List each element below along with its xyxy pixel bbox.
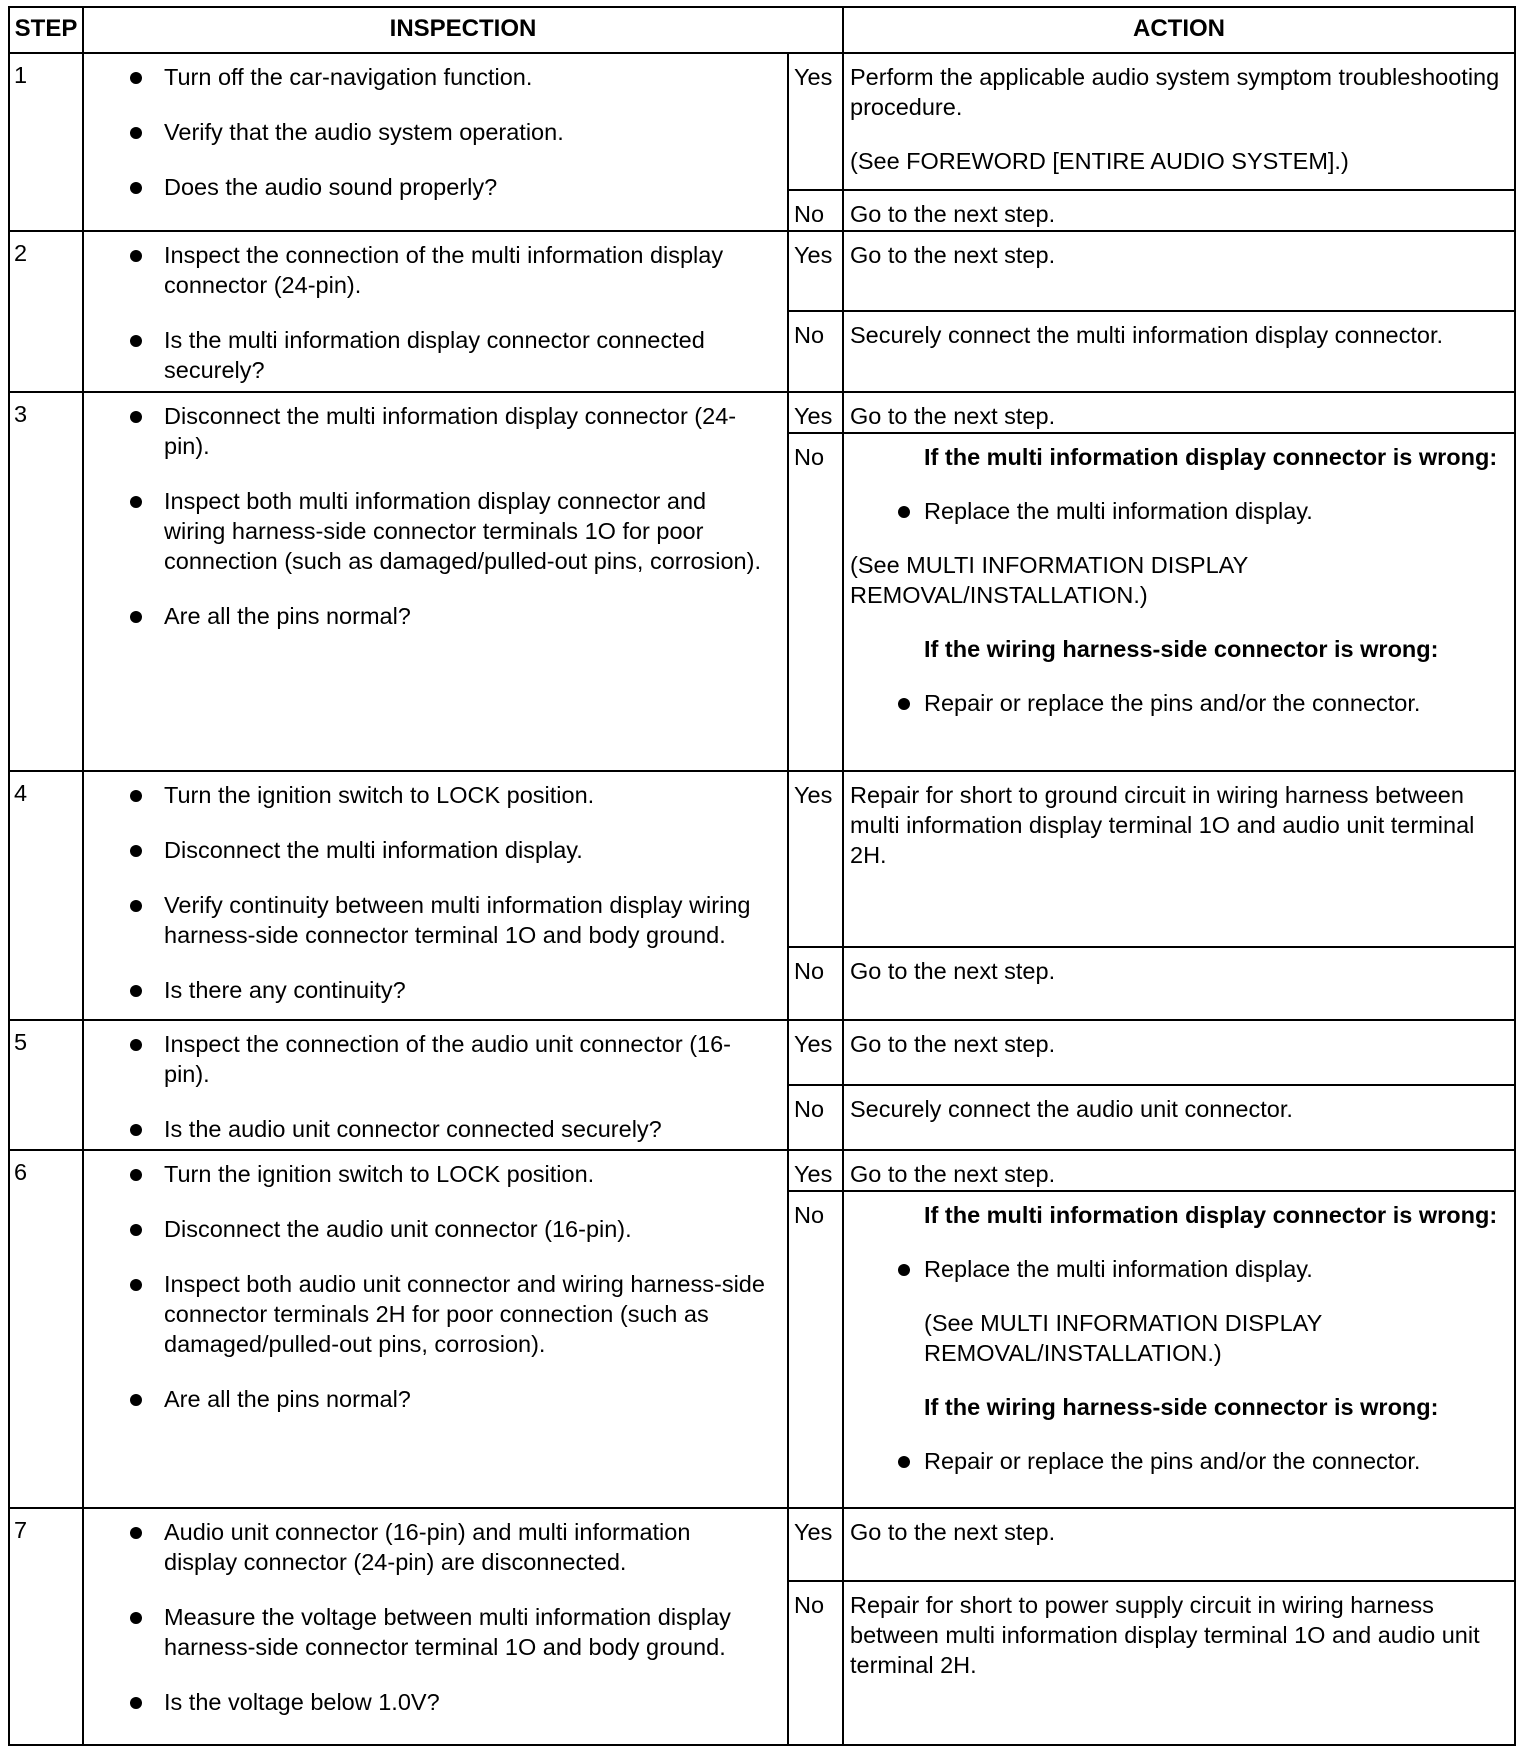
action-text: Perform the applicable audio system symptom troubleshooting procedure. <box>850 63 1500 120</box>
action-item: Repair or replace the pins and/or the connector. <box>850 688 1508 718</box>
step-1-yes-row <box>9 53 1515 190</box>
no-label: No <box>788 947 843 1020</box>
action-text: Go to the next step. <box>850 402 1056 429</box>
condition-heading: If the wiring harness-side connector is wrong: <box>924 636 1439 663</box>
yes-action <box>843 1150 1515 1191</box>
step-number: 6 <box>9 1150 83 1509</box>
yes-action <box>843 231 1515 311</box>
action-text: Securely connect the multi information display connector. <box>850 322 1444 349</box>
step-number: 1 <box>9 53 83 231</box>
troubleshooting-table <box>8 6 1516 1746</box>
yes-label: Yes <box>788 1020 843 1085</box>
yes-label: Yes <box>788 392 843 433</box>
no-action <box>843 947 1515 1020</box>
inspection-item: Disconnect the multi information display. <box>114 835 767 865</box>
no-label: No <box>788 1191 843 1508</box>
step-2-yes-row <box>9 231 1515 311</box>
inspection-item: Disconnect the audio unit connector (16-pin). <box>114 1214 767 1244</box>
no-action <box>843 190 1515 231</box>
inspection-cell <box>83 53 788 231</box>
no-label: No <box>788 1085 843 1150</box>
inspection-item: Are all the pins normal? <box>114 1384 767 1414</box>
condition-heading: If the multi information display connector is wrong: <box>924 1202 1498 1229</box>
yes-label: Yes <box>788 231 843 311</box>
no-action <box>843 1085 1515 1150</box>
inspection-item: Turn the ignition switch to LOCK position. <box>114 780 767 810</box>
yes-label: Yes <box>788 1508 843 1581</box>
step-4-yes-row <box>9 771 1515 947</box>
condition-heading: If the multi information display connector is wrong: <box>924 444 1498 471</box>
inspection-item: Verify that the audio system operation. <box>114 117 767 147</box>
step-5-yes-row <box>9 1020 1515 1085</box>
action-item: Replace the multi information display. <box>850 496 1508 526</box>
inspection-item: Is the audio unit connector connected securely? <box>114 1114 767 1144</box>
yes-action <box>843 1020 1515 1085</box>
inspection-item: Measure the voltage between multi information display harness-side connector terminal 1O and body ground. <box>114 1602 767 1662</box>
yes-label: Yes <box>788 53 843 190</box>
yes-action <box>843 771 1515 947</box>
condition-heading: If the wiring harness-side connector is wrong: <box>924 1394 1439 1421</box>
step-number: 2 <box>9 231 83 392</box>
inspection-item: Inspect the connection of the multi information display connector (24-pin). <box>114 240 767 300</box>
no-action <box>843 433 1515 771</box>
step-number: 4 <box>9 771 83 1020</box>
step-7-yes-row <box>9 1508 1515 1581</box>
action-item: Replace the multi information display. <box>850 1254 1508 1284</box>
no-label: No <box>788 433 843 771</box>
no-label: No <box>788 311 843 391</box>
inspection-cell <box>83 392 788 772</box>
action-text: Securely connect the audio unit connector. <box>850 1095 1293 1122</box>
step-number: 5 <box>9 1020 83 1150</box>
inspection-cell <box>83 1020 788 1150</box>
action-text: Go to the next step. <box>850 1031 1056 1058</box>
action-text: Go to the next step. <box>850 241 1056 268</box>
inspection-item: Verify continuity between multi information display wiring harness-side connector terminal 1O and body ground. <box>114 890 767 950</box>
inspection-item: Are all the pins normal? <box>114 601 767 631</box>
inspection-item: Is the voltage below 1.0V? <box>114 1687 767 1717</box>
yes-label: Yes <box>788 771 843 947</box>
action-reference: (See MULTI INFORMATION DISPLAY REMOVAL/INSTALLATION.) <box>924 1310 1322 1367</box>
inspection-item: Disconnect the multi information display connector (24-pin). <box>114 401 767 461</box>
step-number: 7 <box>9 1508 83 1745</box>
inspection-cell <box>83 231 788 392</box>
step-6-yes-row <box>9 1150 1515 1191</box>
action-text: Go to the next step. <box>850 200 1056 227</box>
action-text: Repair for short to ground circuit in wiring harness between multi information display terminal 1O and audio unit terminal 2H. <box>850 782 1475 869</box>
step-3-yes-row <box>9 392 1515 433</box>
inspection-item: Turn the ignition switch to LOCK position. <box>114 1159 767 1189</box>
inspection-item: Inspect both audio unit connector and wiring harness-side connector terminals 2H for poor connection (such as damaged/pulled-out pins, corrosion). <box>114 1269 767 1359</box>
action-text: Go to the next step. <box>850 958 1056 985</box>
yes-action <box>843 392 1515 433</box>
header-inspection: INSPECTION <box>83 7 843 53</box>
action-text: Repair for short to power supply circuit in wiring harness between multi information display terminal 1O and audio unit terminal 2H. <box>850 1592 1480 1679</box>
inspection-item: Is the multi information display connector connected securely? <box>114 325 767 385</box>
yes-action <box>843 1508 1515 1581</box>
inspection-item: Audio unit connector (16-pin) and multi information display connector (24-pin) are disconnected. <box>114 1517 767 1577</box>
no-label: No <box>788 1581 843 1745</box>
no-action <box>843 1581 1515 1745</box>
step-number: 3 <box>9 392 83 772</box>
header-step: STEP <box>9 7 83 53</box>
no-label: No <box>788 190 843 231</box>
header-row <box>9 7 1515 53</box>
no-action <box>843 311 1515 391</box>
action-item: Repair or replace the pins and/or the connector. <box>850 1446 1508 1476</box>
action-reference: (See FOREWORD [ENTIRE AUDIO SYSTEM].) <box>850 147 1349 174</box>
inspection-item: Does the audio sound properly? <box>114 172 767 202</box>
action-reference: (See MULTI INFORMATION DISPLAY REMOVAL/INSTALLATION.) <box>850 552 1248 609</box>
inspection-cell <box>83 1508 788 1745</box>
inspection-cell <box>83 771 788 1020</box>
action-text: Go to the next step. <box>850 1519 1056 1546</box>
inspection-cell <box>83 1150 788 1509</box>
yes-action <box>843 53 1515 190</box>
header-action: ACTION <box>843 7 1515 53</box>
inspection-item: Turn off the car-navigation function. <box>114 62 767 92</box>
inspection-item: Inspect the connection of the audio unit connector (16-pin). <box>114 1029 767 1089</box>
yes-label: Yes <box>788 1150 843 1191</box>
action-text: Go to the next step. <box>850 1160 1056 1187</box>
inspection-item: Inspect both multi information display connector and wiring harness-side connector terminals 1O for poor connection (such as damaged/pulled-out pins, corrosion). <box>114 486 767 576</box>
inspection-item: Is there any continuity? <box>114 975 767 1005</box>
no-action <box>843 1191 1515 1508</box>
